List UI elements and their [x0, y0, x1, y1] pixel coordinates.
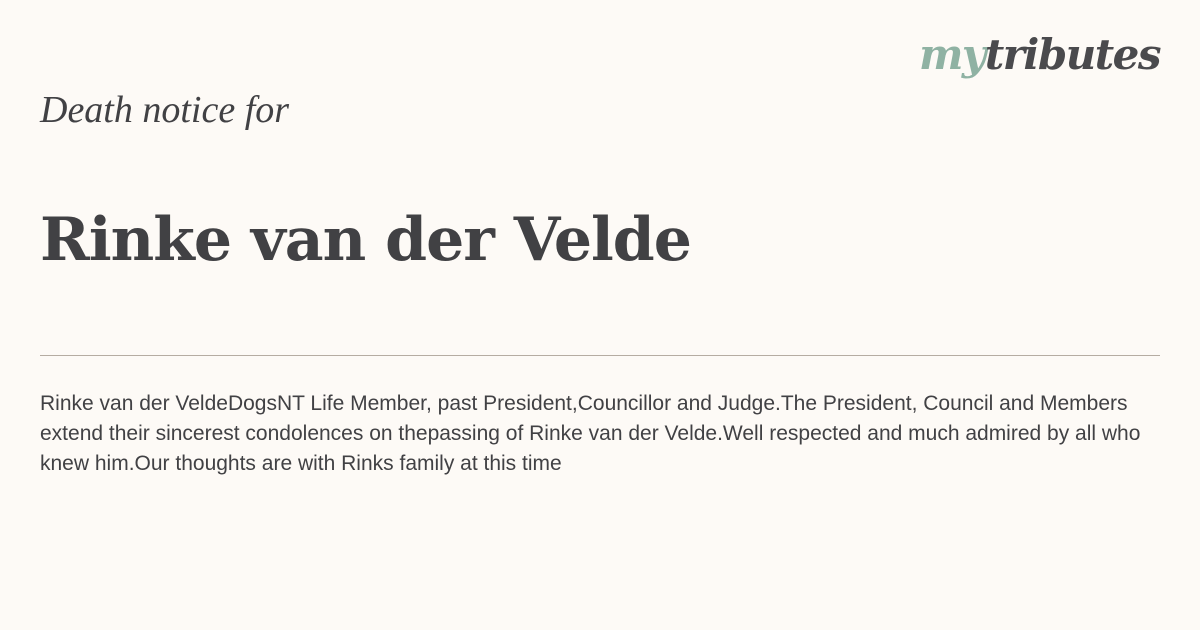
logo-my-text: my	[918, 30, 985, 79]
logo-tributes-text: tributes	[984, 30, 1160, 79]
deceased-name-title: Rinke van der Velde	[40, 205, 691, 275]
mytributes-logo[interactable]	[918, 30, 1160, 79]
notice-body-text: Rinke van der VeldeDogsNT Life Member, past President,Councillor and Judge.The President, Council and Members extend their sincerest condolences on thepassing of Rinke van der Velde.Well respected and much admired by all who knew him.Our thoughts are with Rinks family at this time	[40, 392, 1141, 475]
notice-type-heading: Death notice for	[40, 89, 290, 131]
section-divider	[40, 355, 1160, 356]
